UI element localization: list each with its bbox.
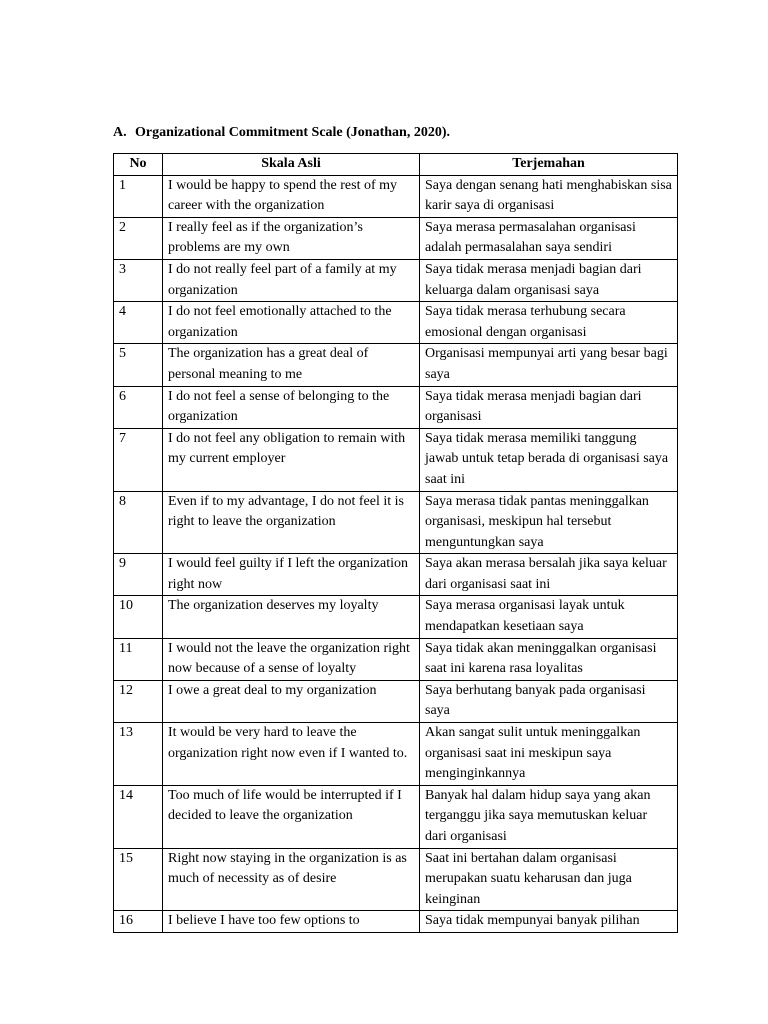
table-row xyxy=(114,175,678,217)
table-row xyxy=(114,217,678,259)
cell-original: I believe I have too few options to xyxy=(163,911,420,933)
cell-original: I owe a great deal to my organization xyxy=(163,680,420,722)
commitment-scale-table xyxy=(113,153,678,933)
cell-original: I would be happy to spend the rest of my career with the organization xyxy=(163,175,420,217)
section-title: Organizational Commitment Scale (Jonathan, 2020). xyxy=(135,125,450,140)
cell-translation: Saya dengan senang hati menghabiskan sisa karir saya di organisasi xyxy=(420,175,678,217)
table-row xyxy=(114,596,678,638)
cell-no: 5 xyxy=(114,344,163,386)
cell-no: 12 xyxy=(114,680,163,722)
header-no: No xyxy=(114,154,163,176)
cell-no: 11 xyxy=(114,638,163,680)
table-row xyxy=(114,491,678,554)
cell-no: 1 xyxy=(114,175,163,217)
cell-no: 14 xyxy=(114,785,163,848)
table-row xyxy=(114,723,678,786)
table-row xyxy=(114,848,678,911)
table-row xyxy=(114,386,678,428)
cell-translation: Banyak hal dalam hidup saya yang akan terganggu jika saya memutuskan keluar dari organisasi xyxy=(420,785,678,848)
cell-translation: Saya tidak mempunyai banyak pilihan xyxy=(420,911,678,933)
table-row xyxy=(114,785,678,848)
cell-translation: Saya tidak merasa memiliki tanggung jawab untuk tetap berada di organisasi saya saat ini xyxy=(420,428,678,491)
table-row xyxy=(114,259,678,301)
cell-original: I would not the leave the organization right now because of a sense of loyalty xyxy=(163,638,420,680)
table-row xyxy=(114,302,678,344)
cell-no: 15 xyxy=(114,848,163,911)
cell-translation: Saya tidak akan meninggalkan organisasi saat ini karena rasa loyalitas xyxy=(420,638,678,680)
table-row xyxy=(114,638,678,680)
header-translation: Terjemahan xyxy=(420,154,678,176)
cell-translation: Saya tidak merasa terhubung secara emosional dengan organisasi xyxy=(420,302,678,344)
cell-no: 9 xyxy=(114,554,163,596)
cell-translation: Saya merasa permasalahan organisasi adalah permasalahan saya sendiri xyxy=(420,217,678,259)
cell-no: 2 xyxy=(114,217,163,259)
cell-translation: Saya tidak merasa menjadi bagian dari organisasi xyxy=(420,386,678,428)
table-row xyxy=(114,344,678,386)
cell-no: 4 xyxy=(114,302,163,344)
cell-original: I do not feel a sense of belonging to the organization xyxy=(163,386,420,428)
cell-no: 6 xyxy=(114,386,163,428)
cell-translation: Akan sangat sulit untuk meninggalkan organisasi saat ini meskipun saya menginginkannya xyxy=(420,723,678,786)
cell-translation: Saya merasa tidak pantas meninggalkan organisasi, meskipun hal tersebut menguntungkan saya xyxy=(420,491,678,554)
cell-no: 8 xyxy=(114,491,163,554)
cell-translation: Saya akan merasa bersalah jika saya keluar dari organisasi saat ini xyxy=(420,554,678,596)
section-heading xyxy=(113,123,450,143)
table-row xyxy=(114,680,678,722)
table-row xyxy=(114,428,678,491)
cell-translation: Saya tidak merasa menjadi bagian dari keluarga dalam organisasi saya xyxy=(420,259,678,301)
table-row xyxy=(114,554,678,596)
cell-translation: Saat ini bertahan dalam organisasi merupakan suatu keharusan dan juga keinginan xyxy=(420,848,678,911)
table-header-row xyxy=(114,154,678,176)
cell-original: I do not feel emotionally attached to the organization xyxy=(163,302,420,344)
section-letter: A. xyxy=(113,125,127,140)
cell-original: The organization has a great deal of personal meaning to me xyxy=(163,344,420,386)
cell-original: I would feel guilty if I left the organization right now xyxy=(163,554,420,596)
cell-original: I do not feel any obligation to remain with my current employer xyxy=(163,428,420,491)
cell-no: 13 xyxy=(114,723,163,786)
cell-original: Even if to my advantage, I do not feel it is right to leave the organization xyxy=(163,491,420,554)
cell-no: 16 xyxy=(114,911,163,933)
cell-no: 7 xyxy=(114,428,163,491)
cell-original: I really feel as if the organization’s problems are my own xyxy=(163,217,420,259)
cell-original: I do not really feel part of a family at my organization xyxy=(163,259,420,301)
cell-translation: Organisasi mempunyai arti yang besar bagi saya xyxy=(420,344,678,386)
cell-no: 10 xyxy=(114,596,163,638)
cell-original: It would be very hard to leave the organization right now even if I wanted to. xyxy=(163,723,420,786)
cell-original: Too much of life would be interrupted if I decided to leave the organization xyxy=(163,785,420,848)
cell-translation: Saya berhutang banyak pada organisasi saya xyxy=(420,680,678,722)
table-row xyxy=(114,911,678,933)
cell-no: 3 xyxy=(114,259,163,301)
cell-translation: Saya merasa organisasi layak untuk mendapatkan kesetiaan saya xyxy=(420,596,678,638)
header-original-scale: Skala Asli xyxy=(163,154,420,176)
cell-original: The organization deserves my loyalty xyxy=(163,596,420,638)
cell-original: Right now staying in the organization is as much of necessity as of desire xyxy=(163,848,420,911)
